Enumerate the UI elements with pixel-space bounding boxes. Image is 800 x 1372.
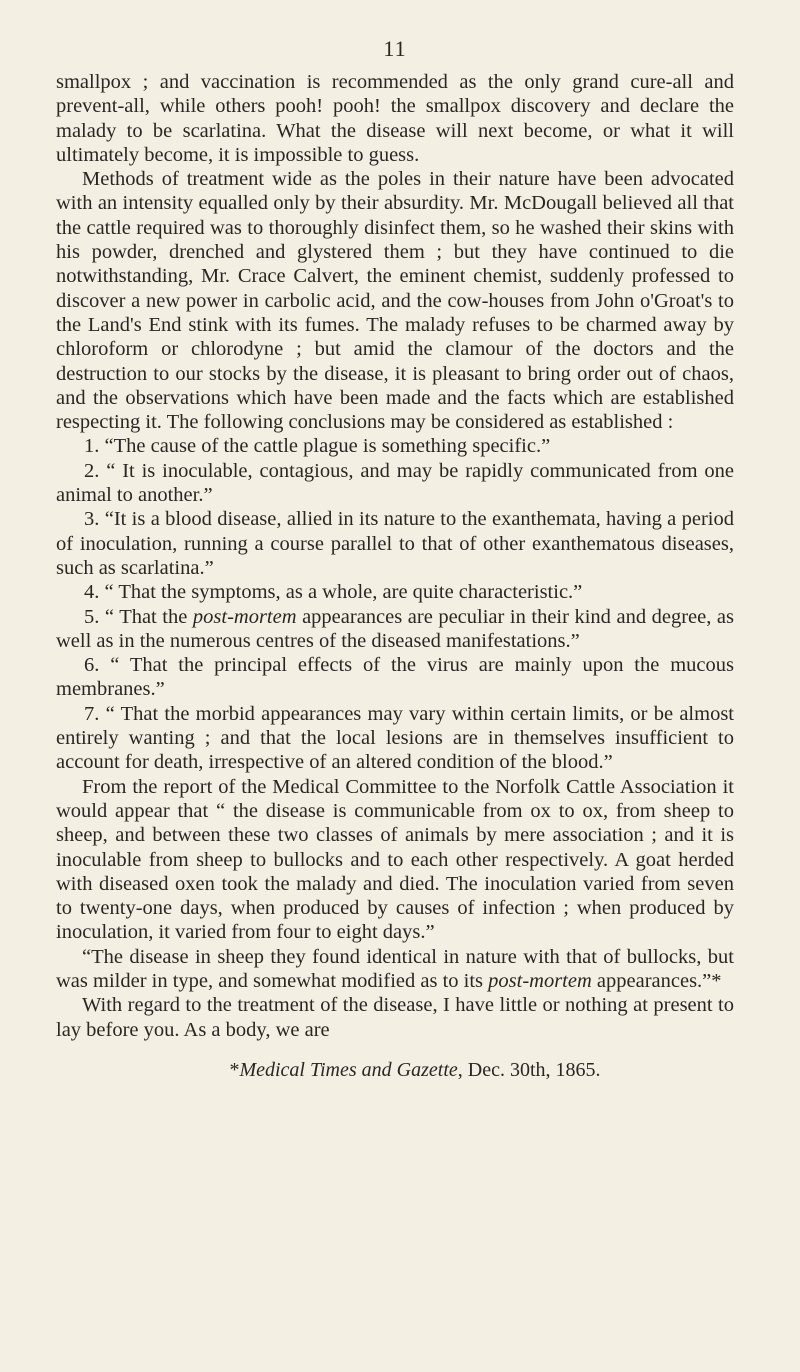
conclusion-2: 2. “ It is inoculable, contagious, and may be rapidly communicated from one animal to another.”: [56, 459, 734, 507]
footnote: [56, 1058, 734, 1082]
paragraph-continued: smallpox ; and vaccination is recommended as the only grand cure-all and prevent-all, while others pooh! pooh! the smallpox discovery and declare the malady to be scarlatina. What the disease will next become, or what it will ultimately become, it is impossible to guess.: [56, 71, 734, 166]
conclusion-5-start: 5. “ That the: [84, 605, 193, 628]
conclusion-5-end: appearances are peculiar in their kind and degree, as well as in the numerous centres of the diseased manifestations.”: [56, 605, 734, 652]
sheep-disease-start: “The disease in sheep they found identical in nature with that of bullocks, but was milder in type, and somewhat modified as to its: [56, 945, 734, 992]
paragraph-sheep-disease: [56, 945, 734, 994]
footnote-date: , Dec. 30th, 1865.: [457, 1058, 601, 1081]
body-text: [56, 70, 734, 1042]
footnote-marker: *: [229, 1058, 240, 1081]
conclusion-5: [56, 605, 734, 654]
sheep-disease-end: appearances.”*: [591, 969, 722, 992]
conclusion-7: 7. “ That the morbid appearances may vary within certain limits, or be almost entirely wanting ; and that the local lesions are in themselves insufficient to account for death, irrespective of an altered condition of the blood.”: [56, 702, 734, 774]
paragraph-norfolk-report: From the report of the Medical Committee to the Norfolk Cattle Association it would appear that “ the disease is communicable from ox to ox, from sheep to sheep, and between these two classes of animals by mere association ; and it is inoculable from sheep to bullocks and to each other respectively. A goat herded with diseased oxen took the malady and died. The inoculation varied from seven to twenty-one days, when produced by causes of infection ; when produced by inoculation, it varied from four to eight days.”: [56, 775, 734, 944]
conclusion-5-emphasis: post-mortem: [192, 605, 297, 628]
conclusion-4: 4. “ That the symptoms, as a whole, are quite characteristic.”: [84, 581, 583, 604]
conclusion-6: 6. “ That the principal effects of the virus are mainly upon the mucous membranes.”: [56, 654, 734, 701]
conclusion-1: 1. “The cause of the cattle plague is something specific.”: [84, 435, 551, 458]
page-number: 11: [383, 36, 407, 61]
paragraph-treatment-regard: With regard to the treatment of the disease, I have little or nothing at present to lay before you. As a body, we are: [56, 994, 734, 1041]
conclusion-3: 3. “It is a blood disease, allied in its nature to the exanthemata, having a period of inoculation, running a course parallel to that of other exanthematous diseases, such as scarlatina.”: [56, 508, 734, 579]
paragraph-treatment-methods: Methods of treatment wide as the poles in their nature have been advocated with an intensity equalled only by their absurdity. Mr. McDougall believed all that the cattle required was to thoroughly disinfect them, so he washed their skins with his powder, drenched and glystered them ; but they have continued to die notwithstanding, Mr. Crace Calvert, the eminent chemist, suddenly professed to discover a new power in carbolic acid, and the cow-houses from John o'Groat's to the Land's End stink with its fumes. The malady refuses to be charmed away by chloroform or chlorodyne ; but amid the clamour of the doctors and the destruction to our stocks by the disease, it is pleasant to bring order out of chaos, and the observations which have been made and the facts which are established respecting it. The following conclusions may be considered as established :: [56, 168, 734, 434]
sheep-disease-emphasis: post-mortem: [488, 969, 592, 992]
footnote-source: Medical Times and Gazette: [239, 1058, 458, 1081]
